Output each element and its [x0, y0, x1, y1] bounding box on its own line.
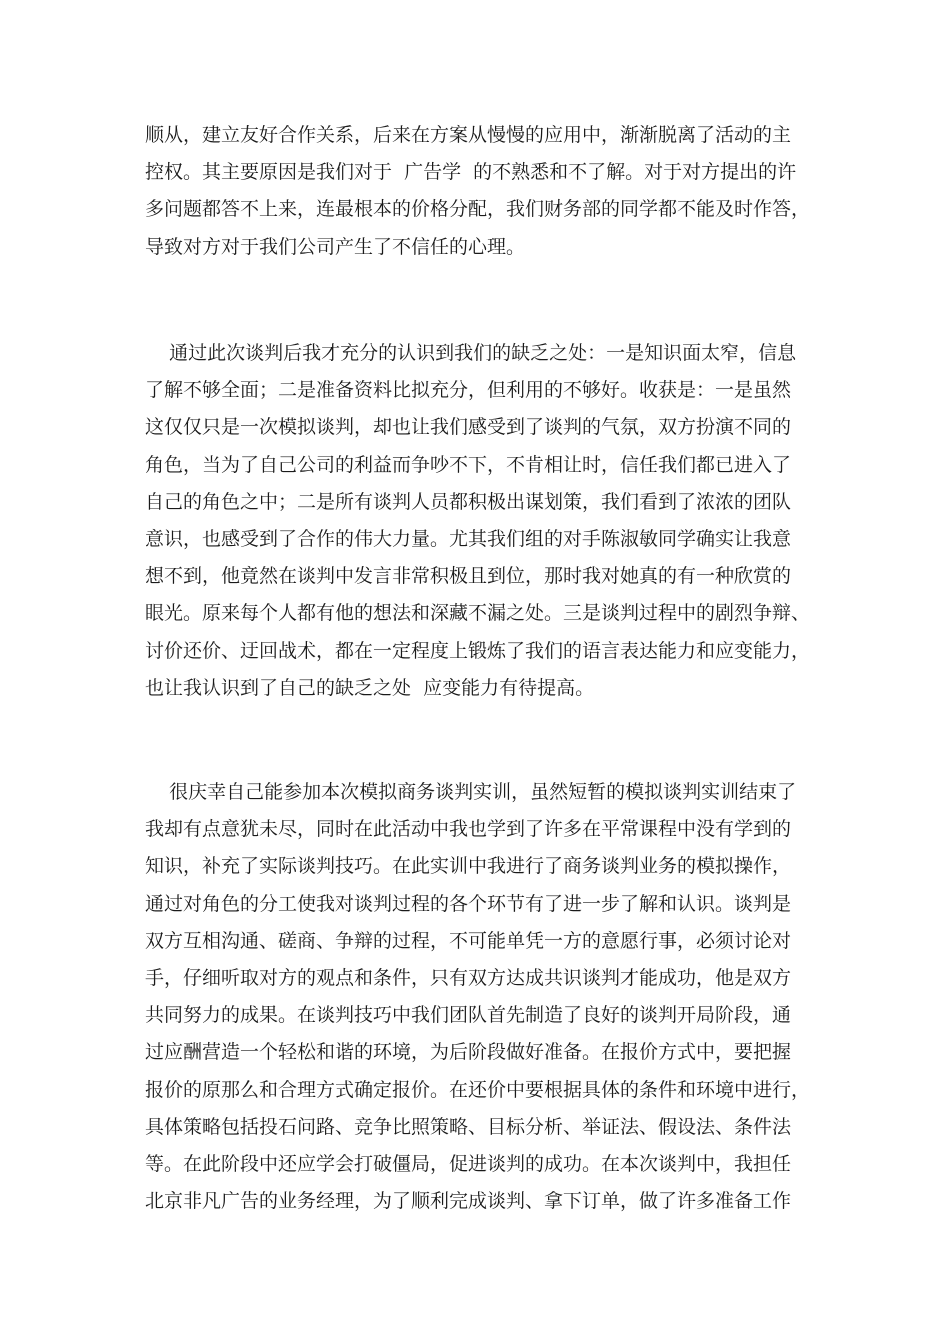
text-line: 北京非凡广告的业务经理，为了顺利完成谈判、拿下订单，做了许多准备工作 [145, 1190, 792, 1213]
text-line: 很庆幸自己能参加本次模拟商务谈判实训，虽然短暂的模拟谈判实训结束了 [145, 781, 797, 803]
text-line: 意识，也感受到了合作的伟大力量。尤其我们组的对手陈淑敏同学确实让我意 [145, 527, 792, 550]
text-line: 导致对方对于我们公司产生了不信任的心理。 [145, 235, 526, 258]
text-line: 多问题都答不上来，连最根本的价格分配，我们财务部的同学都不能及时作答， [145, 198, 811, 221]
text-line: 眼光。原来每个人都有他的想法和深藏不漏之处。三是谈判过程中的剧烈争辩、 [145, 602, 811, 625]
text-line: 通过此次谈判后我才充分的认识到我们的缺乏之处：一是知识面太窄，信息 [145, 342, 797, 364]
paragraph-3 [145, 774, 813, 1220]
text-line: 过应酬营造一个轻松和谐的环境，为后阶段做好准备。在报价方式中，要把握 [145, 1041, 792, 1064]
text-line: 自己的角色之中；二是所有谈判人员都积极出谋划策，我们看到了浓浓的团队 [145, 490, 792, 513]
text-line: 双方互相沟通、磋商、争辩的过程，不可能单凭一方的意愿行事，必须讨论对 [145, 929, 792, 952]
text-line: 也让我认识到了自己的缺乏之处 应变能力有待提高。 [145, 676, 595, 699]
text-line: 具体策略包括投石问路、竞争比照策略、目标分析、举证法、假设法、条件法 [145, 1115, 792, 1138]
text-line: 讨价还价、迂回战术，都在一定程度上锻炼了我们的语言表达能力和应变能力， [145, 639, 811, 662]
text-line: 报价的原那么和合理方式确定报价。在还价中要根据具体的条件和环境中进行， [145, 1078, 811, 1101]
text-line: 共同努力的成果。在谈判技巧中我们团队首先制造了良好的谈判开局阶段，通 [145, 1004, 792, 1027]
text-line: 知识，补充了实际谈判技巧。在此实训中我进行了商务谈判业务的模拟操作， [145, 855, 792, 878]
text-line: 这仅仅只是一次模拟谈判，却也让我们感受到了谈判的气氛，双方扮演不同的 [145, 416, 792, 439]
paragraph-1 [145, 117, 813, 266]
paragraph-2 [145, 335, 813, 707]
text-line: 顺从，建立友好合作关系，后来在方案从慢慢的应用中，渐渐脱离了活动的主 [145, 124, 792, 146]
text-line: 了解不够全面；二是准备资料比拟充分，但利用的不够好。收获是：一是虽然 [145, 379, 792, 402]
text-line: 控权。其主要原因是我们对于 广告学 的不熟悉和不了解。对于对方提出的许 [145, 161, 797, 184]
text-line: 想不到，他竟然在谈判中发言非常积极且到位，那时我对她真的有一种欣赏的 [145, 565, 792, 588]
text-line: 角色，当为了自己公司的利益而争吵不下，不肯相让时，信任我们都已进入了 [145, 453, 792, 476]
text-line: 我却有点意犹未尽，同时在此活动中我也学到了许多在平常课程中没有学到的 [145, 818, 792, 841]
text-line: 通过对角色的分工使我对谈判过程的各个环节有了进一步了解和认识。谈判是 [145, 892, 792, 915]
text-line: 手，仔细听取对方的观点和条件，只有双方达成共识谈判才能成功，他是双方 [145, 966, 792, 989]
text-line: 等。在此阶段中还应学会打破僵局，促进谈判的成功。在本次谈判中，我担任 [145, 1152, 792, 1175]
